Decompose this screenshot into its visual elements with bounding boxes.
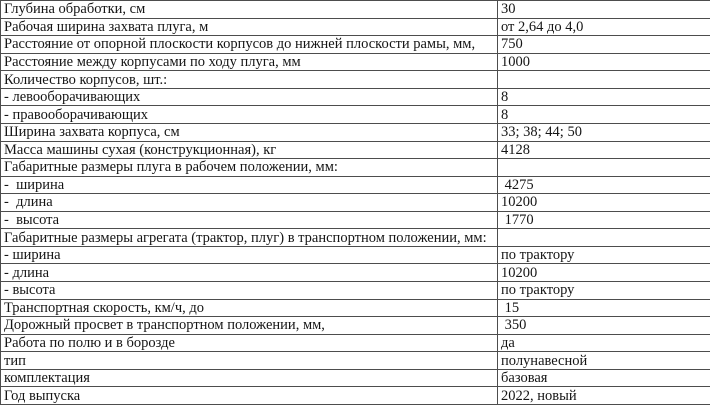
value-cell: полунавесной <box>498 352 710 370</box>
value-cell: 2022, новый <box>498 387 710 405</box>
table-row <box>1 176 710 194</box>
param-cell: - длина <box>1 194 498 212</box>
table-row <box>1 387 710 405</box>
table-row <box>1 246 710 264</box>
value-cell: по трактору <box>498 282 710 300</box>
param-cell: Габаритные размеры плуга в рабочем положении, мм: <box>1 159 498 177</box>
table-row <box>1 282 710 300</box>
table-row <box>1 317 710 335</box>
value-cell: 1000 <box>498 53 710 71</box>
table-row <box>1 71 710 89</box>
param-cell: Количество корпусов, шт.: <box>1 71 498 89</box>
table-row <box>1 211 710 229</box>
value-cell: 750 <box>498 36 710 54</box>
param-cell: - длина <box>1 264 498 282</box>
table-row <box>1 1 710 19</box>
param-cell: Расстояние между корпусами по ходу плуга, мм <box>1 53 498 71</box>
value-cell: 8 <box>498 106 710 124</box>
param-cell: тип <box>1 352 498 370</box>
table-row <box>1 123 710 141</box>
table-row <box>1 299 710 317</box>
param-cell: Масса машины сухая (конструкционная), кг <box>1 141 498 159</box>
param-cell: Транспортная скорость, км/ч, до <box>1 299 498 317</box>
table-row <box>1 36 710 54</box>
value-cell: 8 <box>498 88 710 106</box>
table-row <box>1 159 710 177</box>
value-cell <box>498 71 710 89</box>
value-cell: 30 <box>498 1 710 19</box>
param-cell: Расстояние от опорной плоскости корпусов до нижней плоскости рамы, мм, <box>1 36 498 54</box>
table-row <box>1 18 710 36</box>
param-cell: Рабочая ширина захвата плуга, м <box>1 18 498 36</box>
param-cell: Глубина обработки, см <box>1 1 498 19</box>
value-cell: 4275 <box>498 176 710 194</box>
value-cell: от 2,64 до 4,0 <box>498 18 710 36</box>
param-cell: Дорожный просвет в транспортном положении, мм, <box>1 317 498 335</box>
table-row <box>1 229 710 247</box>
param-cell: - высота <box>1 211 498 229</box>
table-row <box>1 264 710 282</box>
param-cell: - левооборачивающих <box>1 88 498 106</box>
value-cell: 10200 <box>498 194 710 212</box>
table-row <box>1 141 710 159</box>
value-cell <box>498 229 710 247</box>
table-row <box>1 194 710 212</box>
param-cell: - правооборачивающих <box>1 106 498 124</box>
value-cell: базовая <box>498 369 710 387</box>
param-cell: Работа по полю и в борозде <box>1 334 498 352</box>
param-cell: - высота <box>1 282 498 300</box>
param-cell: Ширина захвата корпуса, см <box>1 123 498 141</box>
param-cell: Год выпуска <box>1 387 498 405</box>
table-row <box>1 352 710 370</box>
value-cell: по трактору <box>498 246 710 264</box>
value-cell: 1770 <box>498 211 710 229</box>
value-cell: 4128 <box>498 141 710 159</box>
value-cell: 15 <box>498 299 710 317</box>
param-cell: - ширина <box>1 246 498 264</box>
param-cell: Габаритные размеры агрегата (трактор, плуг) в транспортном положении, мм: <box>1 229 498 247</box>
param-cell: комплектация <box>1 369 498 387</box>
value-cell: 350 <box>498 317 710 335</box>
value-cell: 10200 <box>498 264 710 282</box>
table-row <box>1 53 710 71</box>
value-cell <box>498 159 710 177</box>
value-cell: 33; 38; 44; 50 <box>498 123 710 141</box>
table-row <box>1 106 710 124</box>
value-cell: да <box>498 334 710 352</box>
table-row <box>1 88 710 106</box>
specs-table-body <box>1 1 710 405</box>
param-cell: - ширина <box>1 176 498 194</box>
table-row <box>1 334 710 352</box>
table-row <box>1 369 710 387</box>
